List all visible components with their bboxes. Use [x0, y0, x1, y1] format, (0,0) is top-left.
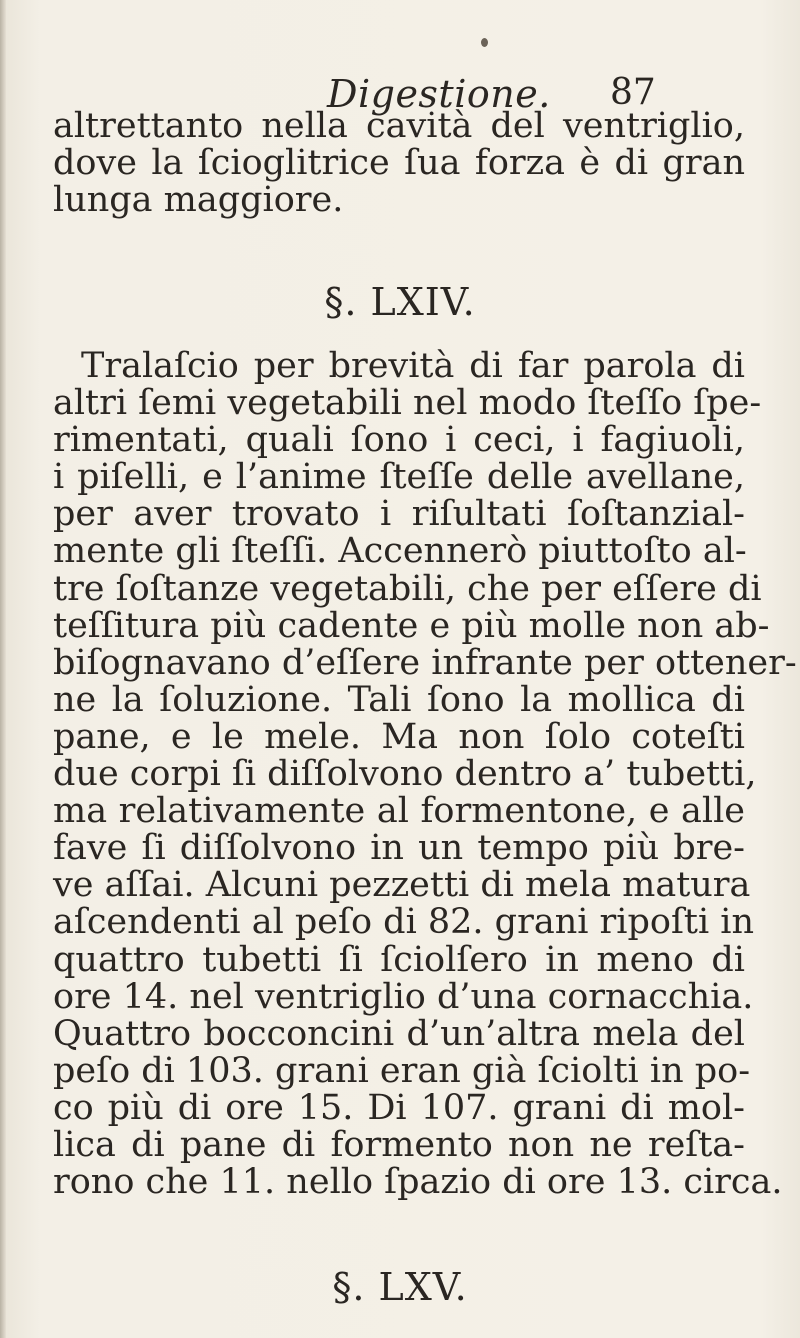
- catchword: §. LXV.: [332, 1265, 468, 1309]
- text-line: teſſitura più cadente e più molle non ab-: [53, 605, 770, 646]
- text-line: ne la ſoluzione. Tali ſono la mollica di: [53, 679, 745, 720]
- text-line: altrettanto nella cavità del ventriglio,: [53, 106, 745, 146]
- section-heading: §. LXIV.: [324, 280, 476, 324]
- text-line: Quattro bocconcini d’un’altra mela del: [53, 1013, 745, 1054]
- text-line: per aver trovato i riſultati ſoſtanzial-: [53, 494, 745, 535]
- text-line: tre ſoſtanze vegetabili, che per eſſere di: [53, 568, 762, 609]
- paragraph-body: [53, 346, 797, 1203]
- text-line: co più di ore 15. Di 107. grani di mol-: [53, 1087, 745, 1128]
- text-line: pane, e le mele. Ma non ſolo coteſti: [53, 716, 745, 757]
- text-line: rono che 11. nello ſpazio di ore 13. circa.: [53, 1162, 783, 1203]
- text-line: fave ſi diſſolvono in un tempo più bre-: [53, 828, 745, 869]
- text-line: aſcendenti al peſo di 82. grani ripoſti in: [53, 902, 755, 943]
- text-line: due corpi ſi diſſolvono dentro a’ tubetti,: [53, 754, 757, 795]
- text-line: mente gli ſteſſi. Accennerò piuttoſto al-: [53, 531, 747, 572]
- text-line: rimentati, quali ſono i ceci, i fagiuoli,: [53, 420, 745, 461]
- text-line: i piſelli, e l’anime ſteſſe delle avellane,: [53, 457, 745, 498]
- page-edge-shadow: [0, 0, 6, 1338]
- text-line: dove la ſcioglitrice ſua forza è di gran: [53, 143, 745, 184]
- paragraph-continuation: [53, 108, 745, 219]
- text-line: ma relativamente al formentone, e alle: [53, 791, 745, 832]
- text-line: altri ſemi vegetabili nel modo ſteſſo ſpe-: [53, 383, 762, 424]
- text-line: ore 14. nel ventriglio d’una cornacchia.: [53, 976, 754, 1017]
- running-title: Digestione.: [327, 72, 551, 116]
- text-line: Tralaſcio per brevità di far parola di: [81, 346, 745, 386]
- text-line: lunga maggiore.: [53, 180, 344, 221]
- text-line: biſognavano d’eſſere infrante per ottener-: [53, 642, 797, 683]
- text-line: ve aſſai. Alcuni pezzetti di mela matura: [53, 865, 751, 906]
- text-line: quattro tubetti ſi ſciolſero in meno di: [53, 939, 745, 980]
- text-line: peſo di 103. grani eran già ſciolti in po-: [53, 1050, 751, 1091]
- text-line: lica di pane di formento non ne reſta-: [53, 1124, 745, 1165]
- ink-spot: [481, 38, 488, 47]
- page-number: 87: [610, 72, 656, 113]
